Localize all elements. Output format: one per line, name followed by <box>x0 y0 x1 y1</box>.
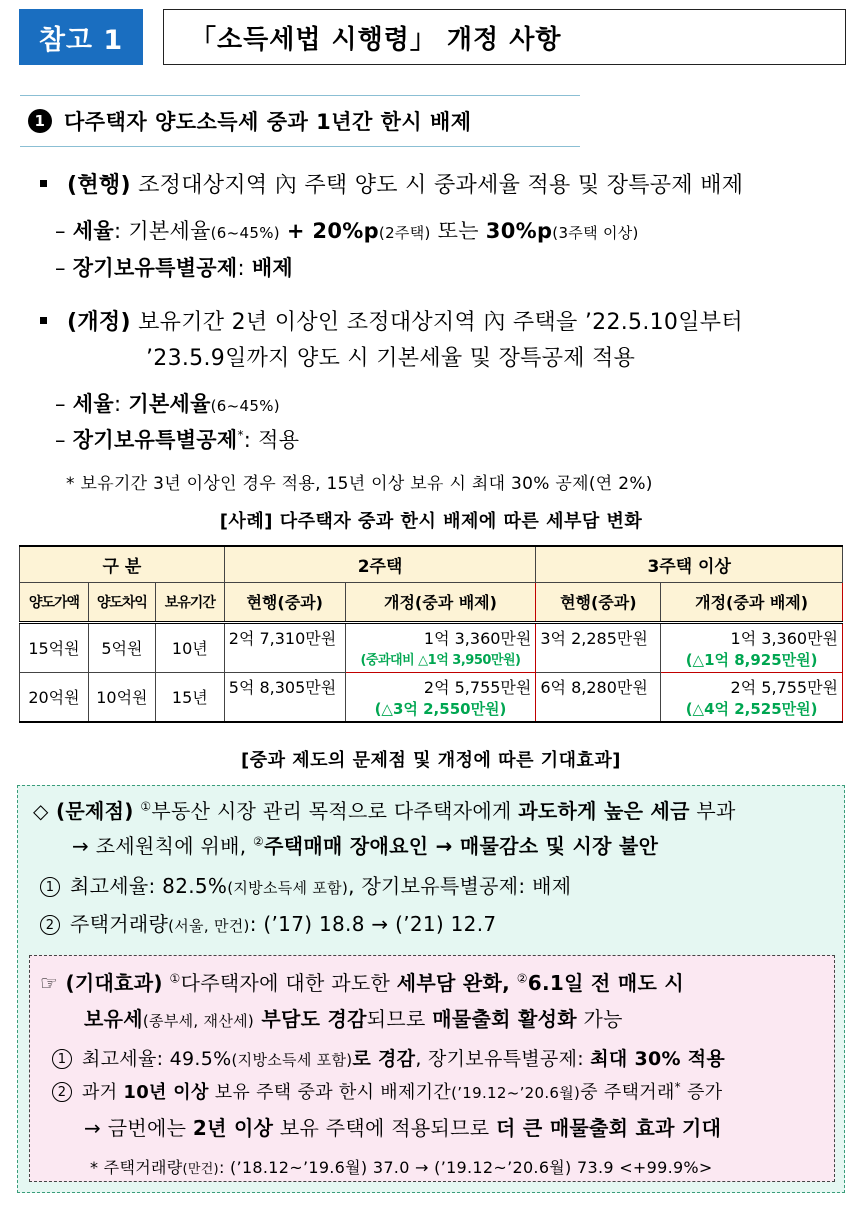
expect-note <box>90 1155 713 1178</box>
tax-case-table <box>19 545 843 723</box>
cell-revised-3-diff: (△1억 8,925만원) <box>685 650 818 669</box>
revised-rate-label: 세율 <box>72 392 114 416</box>
problem-item-1-text: 최고세율: 82.5% <box>70 874 228 898</box>
revised-text-1: 보유기간 2년 이상인 조정대상지역 內 주택을 ’22.5.10일부터 <box>138 310 743 335</box>
table-subheader-row <box>20 582 843 622</box>
cell-current-2: 5억 8,305만원 <box>224 672 345 722</box>
expect-text-2a: 보유세 <box>84 1007 143 1031</box>
expect-item-3 <box>84 1112 721 1141</box>
expect-item-3b: 2년 이상 <box>192 1116 274 1140</box>
problem-text-1b: 과도하게 높은 세금 <box>518 799 690 823</box>
expect-note-tail: : (’18.12~’19.6월) 37.0 → (’19.12~’20.6월) 73.9 <+99.9%> <box>218 1158 713 1177</box>
cell-gain: 5억원 <box>88 622 155 672</box>
bullet-square-icon <box>40 180 47 187</box>
problem-line-2: → 조세원칙에 위배, ②주택매매 장애요인 → 매물감소 및 시장 불안 <box>72 834 659 858</box>
problem-item-2 <box>40 908 496 937</box>
cell-revised-3-diff: (△4억 2,525만원) <box>685 699 818 718</box>
expect-item-2d: 중 주택거래 <box>580 1082 675 1103</box>
expect-item-3c: 보유 주택에 적용되므로 <box>273 1116 497 1140</box>
expect-item-1-c: , 장기보유특별공제: <box>415 1048 591 1070</box>
problem-item-1-small: (지방소득세 포함) <box>227 879 349 897</box>
expect-text-2b: 부담도 경감 <box>254 1007 367 1031</box>
revised-rule <box>40 305 743 336</box>
revised-rate-small: (6~45%) <box>210 397 280 415</box>
expect-item-1 <box>52 1044 725 1071</box>
expect-text-2-small: (종부세, 재산세) <box>142 1012 255 1030</box>
expect-text-1: 다주택자에 대한 과도한 <box>180 971 397 995</box>
current-deduction-line: – 장기보유특별공제: 배제 <box>55 256 293 280</box>
effects-caption: [중과 제도의 문제점 및 개정에 따른 기대효과] <box>240 750 622 771</box>
current-deduction-value: 배제 <box>251 256 293 280</box>
revised-deduction-label: 장기보유특별공제 <box>72 428 238 452</box>
cell-current-3: 3억 2,285만원 <box>536 622 661 672</box>
current-rule <box>40 168 743 199</box>
current-rate-c: 30%p <box>485 219 553 243</box>
revised-footnote: * 보유기간 3년 이상인 경우 적용, 15년 이상 보유 시 최대 30% 공제(연 2%) <box>66 474 653 494</box>
table-row <box>20 672 843 722</box>
current-rate-a: 기본세율 <box>128 219 211 243</box>
header-period: 보유기간 <box>155 582 224 622</box>
cell-period: 15년 <box>155 672 224 722</box>
expect-text-2e: 가능 <box>576 1007 623 1031</box>
expect-text-2c: 되므로 <box>366 1007 433 1031</box>
cell-revised-2-value: 2억 5,755만원 <box>423 677 532 697</box>
problem-item-1-tail: , 장기보유특별공제: 배제 <box>348 874 572 898</box>
header-revised-2: 개정(중과 배제) <box>345 582 536 622</box>
expect-item-1-small: (지방소득세 포함) <box>231 1051 353 1069</box>
current-rate-line: – 세율: 기본세율(6~45%) + 20%p(2주택) 또는 30%p(3주택 이상) <box>55 219 639 243</box>
current-text: 조정대상지역 內 주택 양도 시 중과세율 적용 및 장특공제 배제 <box>138 173 744 198</box>
problem-item-2-tail: : (’17) 18.8 → (’21) 12.7 <box>249 912 497 936</box>
problem-text-1: 부동산 시장 관리 목적으로 다주택자에게 <box>151 799 519 823</box>
revised-rate-line: – 세율: 기본세율(6~45%) <box>55 392 280 416</box>
problem-text-1c: 부과 <box>689 799 736 823</box>
expect-item-3a: → 금번에는 <box>84 1116 193 1140</box>
expect-item-2c: 보유 주택 중과 한시 배제기간 <box>208 1082 452 1103</box>
revised-rate-value: 기본세율 <box>128 392 211 416</box>
revised-deduction-line: – 장기보유특별공제*: 적용 <box>55 428 300 452</box>
document-title: 「소득세법 시행령」 개정 사항 <box>163 9 846 65</box>
problem-item-1 <box>40 870 571 899</box>
circled-two-icon: 2 <box>40 915 60 935</box>
current-rate-a-small: (6~45%) <box>210 224 280 242</box>
circled-one-icon: 1 <box>52 1049 72 1069</box>
circled-two-icon: 2 <box>52 1082 72 1102</box>
expect-line-2 <box>84 1003 623 1032</box>
section-title: 다주택자 양도소득세 중과 1년간 한시 배제 <box>64 110 472 134</box>
expect-line-1: ☞ (기대효과) ①다주택자에 대한 과도한 세부담 완화, ②6.1일 전 매도 시 <box>40 971 684 995</box>
cell-revised-2-diff: (△3억 2,550만원) <box>374 699 507 718</box>
table-header-row <box>20 546 843 582</box>
cell-revised-3 <box>661 672 843 722</box>
header-current-2: 현행(중과) <box>224 582 345 622</box>
table-caption: [사례] 다주택자 중과 한시 배제에 따른 세부담 변화 <box>219 511 643 532</box>
section-heading <box>20 95 580 147</box>
header-category: 구 분 <box>20 546 225 582</box>
current-label: (현행) <box>67 173 131 198</box>
expect-item-3d: 더 큰 매물출회 효과 기대 <box>496 1116 722 1140</box>
header-two-homes: 2주택 <box>224 546 536 582</box>
header-revised-3: 개정(중과 배제) <box>661 582 843 622</box>
section-number: 1 <box>28 109 52 133</box>
expect-item-2a: 과거 <box>82 1082 124 1103</box>
expect-item-2b: 10년 이상 <box>123 1082 209 1103</box>
header-gain: 양도차익 <box>88 582 155 622</box>
problem-item-2-text: 주택거래량 <box>70 912 169 936</box>
table-row <box>20 622 843 672</box>
current-rate-or: 또는 <box>437 219 479 243</box>
current-deduction-label: 장기보유특별공제 <box>72 256 238 280</box>
cell-revised-2-value: 1억 3,360만원 <box>423 628 532 648</box>
problem-text-2: → 조세원칙에 위배, <box>72 834 254 858</box>
cell-current-2: 2억 7,310만원 <box>224 622 345 672</box>
current-rate-c-small: (3주택 이상) <box>552 224 639 242</box>
expect-item-1-d: 최대 30% 적용 <box>590 1048 726 1070</box>
header-current-3: 현행(중과) <box>536 582 661 622</box>
cell-gain: 10억원 <box>88 672 155 722</box>
cell-revised-2 <box>345 622 536 672</box>
cell-revised-2-diff: (중과대비 △1억 3,950만원) <box>360 652 521 668</box>
cell-revised-3 <box>661 622 843 672</box>
expect-text-1b: 세부담 완화, <box>396 971 511 995</box>
expect-item-1-b: 로 경감 <box>352 1048 416 1070</box>
problem-text-2b: 주택매매 장애요인 → 매물감소 및 시장 불안 <box>264 834 659 858</box>
expect-item-2e: 증가 <box>680 1082 723 1103</box>
cell-revised-3-value: 1억 3,360만원 <box>730 628 838 648</box>
revised-label: (개정) <box>67 310 131 335</box>
current-rate-plus: + 20%p <box>286 219 379 243</box>
expect-note-small: (만건) <box>182 1162 219 1177</box>
expect-text-1c: 6.1일 전 매도 시 <box>527 971 684 995</box>
reference-badge: 참고 1 <box>19 9 143 65</box>
expect-item-2: 2 과거 10년 이상 보유 주택 중과 한시 배제기간(’19.12~’20.6월)중 주택거래* 증가 <box>52 1078 722 1104</box>
problem-line-1: ◇ (문제점) ①부동산 시장 관리 목적으로 다주택자에게 과도하게 높은 세금 부과 <box>33 799 736 823</box>
header-price: 양도가액 <box>20 582 89 622</box>
cell-period: 10년 <box>155 622 224 672</box>
cell-price: 20억원 <box>20 672 89 722</box>
expect-text-2d: 매물출회 활성화 <box>432 1007 577 1031</box>
expect-label: ☞ (기대효과) <box>40 971 163 995</box>
cell-current-3: 6억 8,280만원 <box>536 672 661 722</box>
cell-price: 15억원 <box>20 622 89 672</box>
current-rate-label: 세율 <box>72 219 114 243</box>
header-three-homes: 3주택 이상 <box>536 546 843 582</box>
cell-revised-3-value: 2억 5,755만원 <box>730 677 838 697</box>
cell-revised-2 <box>345 672 536 722</box>
expect-item-1-text: 최고세율: 49.5% <box>82 1048 232 1070</box>
expect-note-text: * 주택거래량 <box>90 1158 183 1177</box>
bullet-square-icon <box>40 317 47 324</box>
expect-item-2-small: (’19.12~’20.6월) <box>451 1084 581 1102</box>
current-rate-b-small: (2주택) <box>378 224 431 242</box>
revised-deduction-mark: * <box>237 428 244 442</box>
problem-label: ◇ (문제점) <box>33 799 134 823</box>
revised-deduction-value: 적용 <box>258 428 300 452</box>
problem-item-2-small: (서울, 만건) <box>168 917 250 935</box>
revised-text-2: ’23.5.9일까지 양도 시 기본세율 및 장특공제 적용 <box>146 346 636 371</box>
circled-one-icon: 1 <box>40 877 60 897</box>
